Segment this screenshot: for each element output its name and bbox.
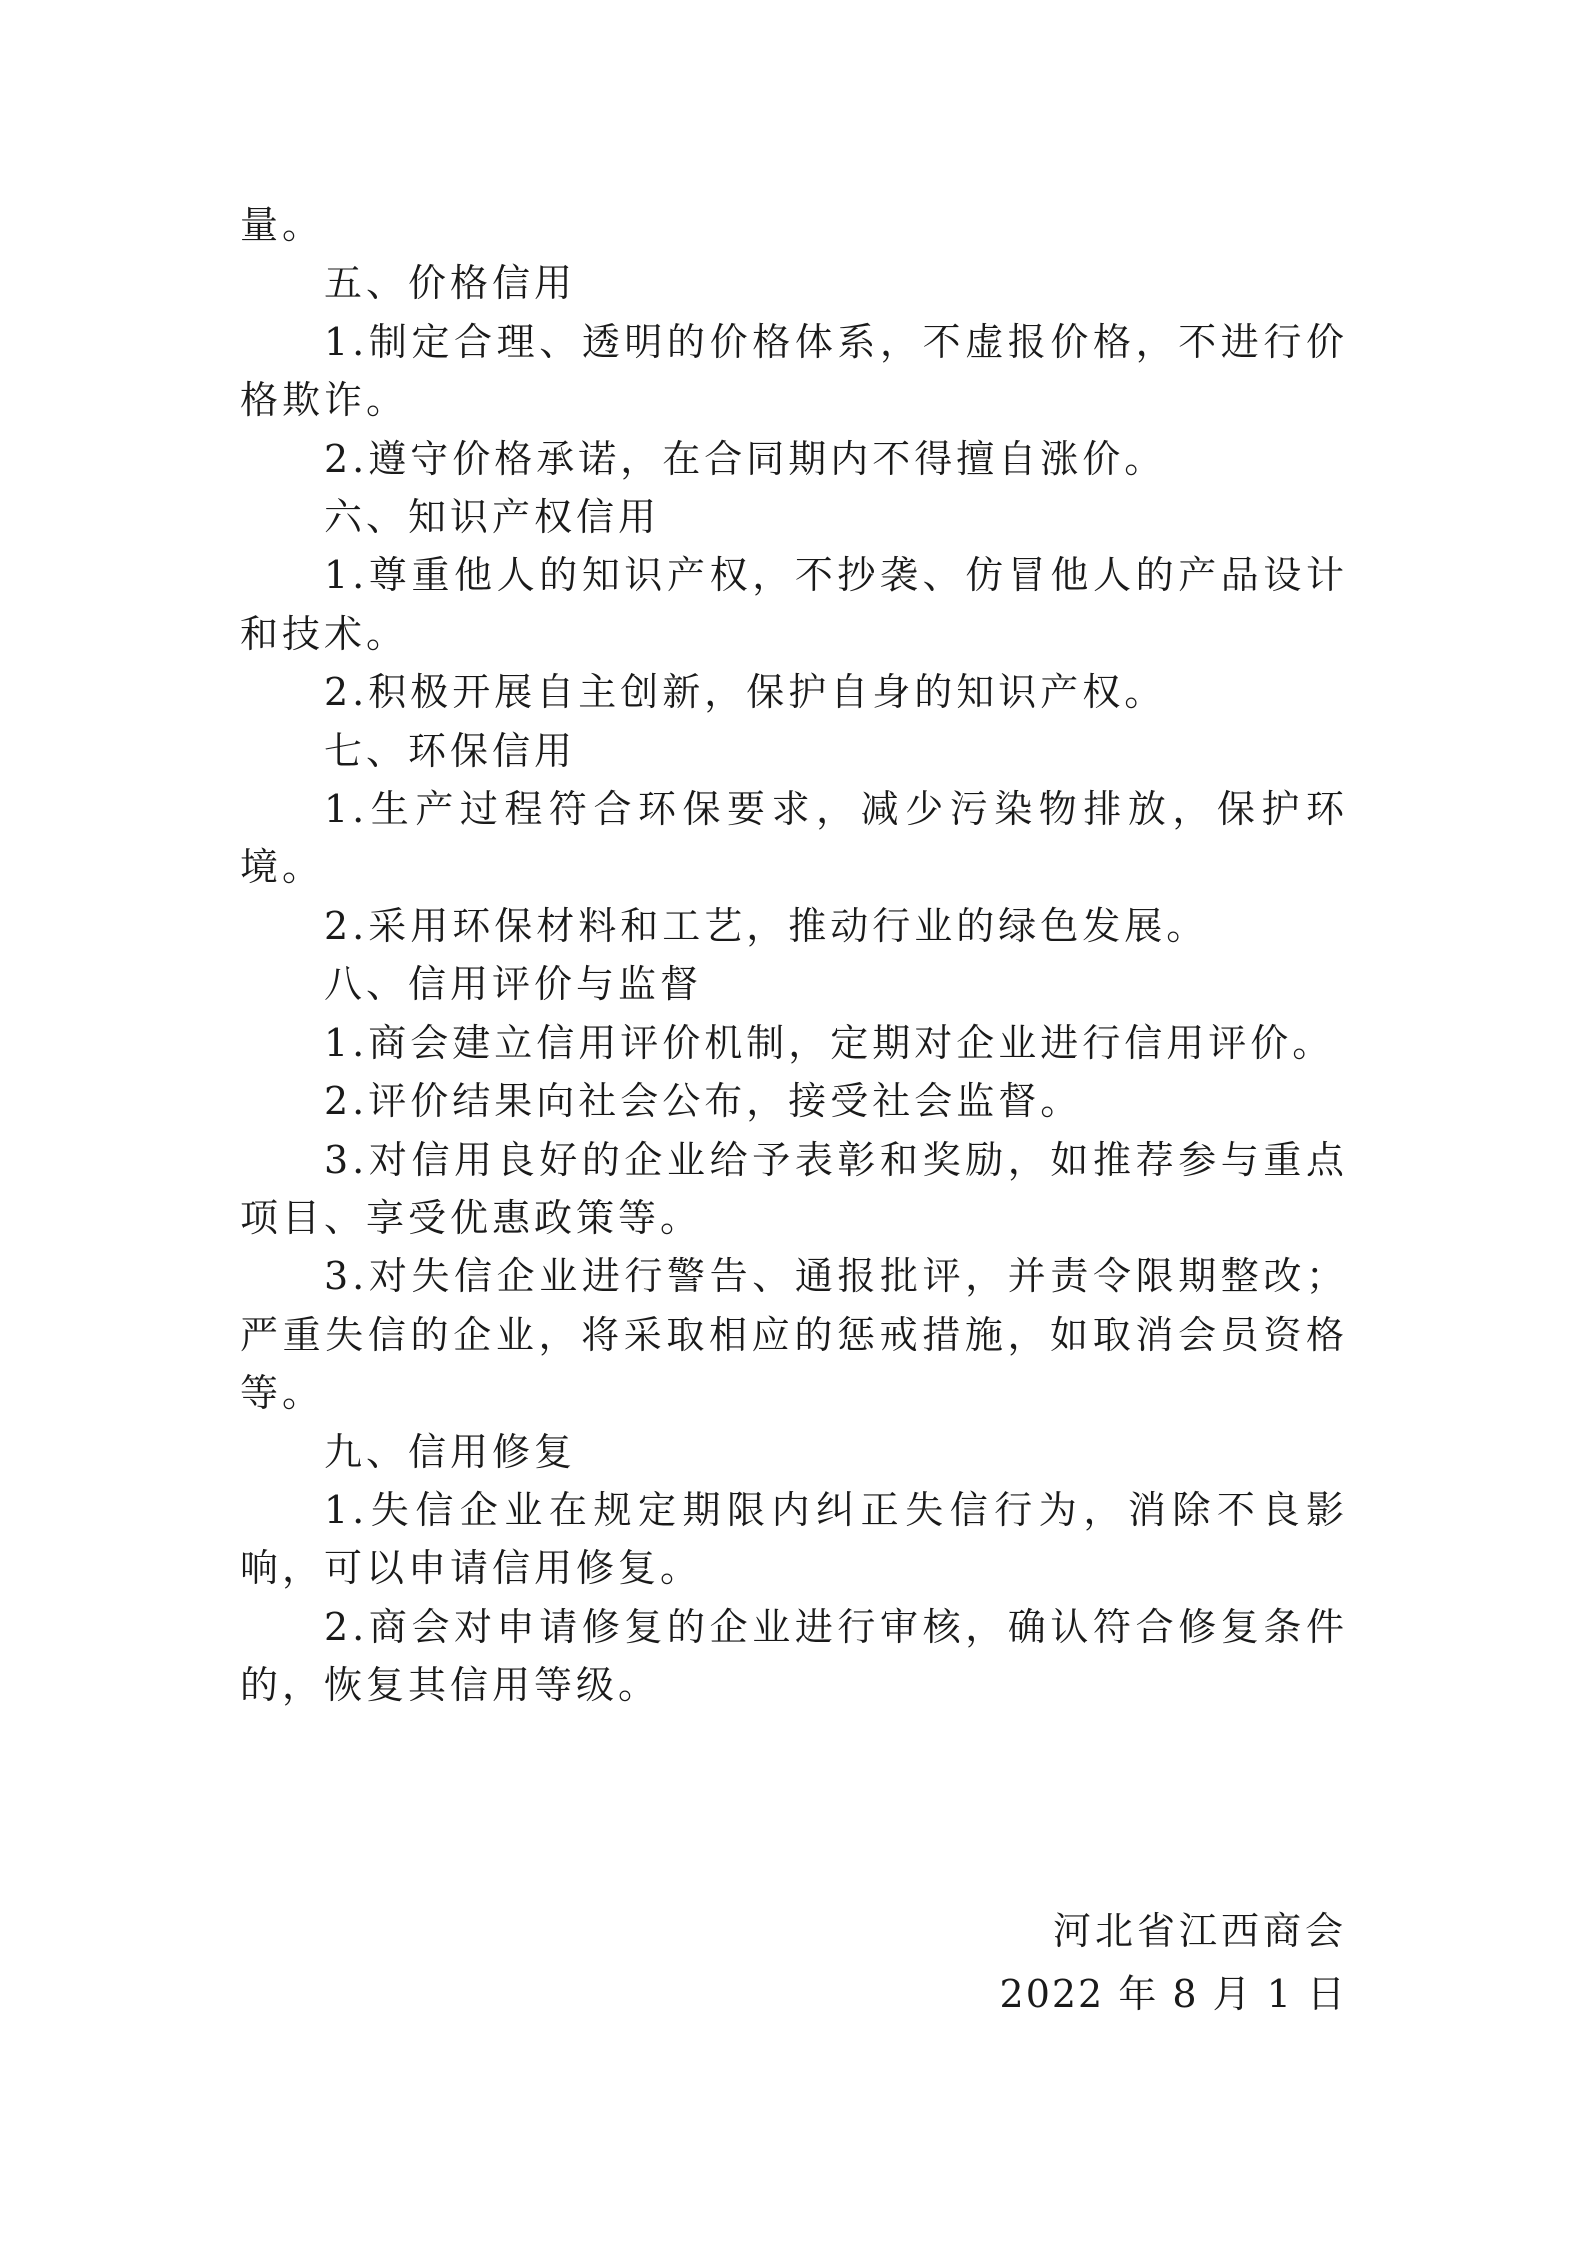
paragraph: 2.评价结果向社会公布，接受社会监督。 [324, 1079, 1083, 1124]
paragraph: 2.采用环保材料和工艺，推动行业的绿色发展。 [324, 903, 1209, 948]
signature-date: 2022 年 8 月 1 日 [999, 1972, 1347, 2016]
paragraph: 2.积极开展自主创新，保护自身的知识产权。 [324, 670, 1167, 715]
paragraph: 1.商会建立信用评价机制，定期对企业进行信用评价。 [324, 1020, 1335, 1065]
paragraph: 2.商会对申请修复的企业进行审核，确认符合修复条件的，恢复其信用等级。 [240, 1604, 1348, 1708]
document-body [240, 196, 1348, 1715]
paragraph: 1.尊重他人的知识产权，不抄袭、仿冒他人的产品设计和技术。 [240, 553, 1348, 656]
section-heading-credit-evaluation: 八、信用评价与监督 [324, 962, 703, 1007]
signature-block [1000, 1900, 1347, 2026]
section-heading-environment-credit: 七、环保信用 [324, 728, 577, 773]
paragraph: 1.失信企业在规定期限内纠正失信行为，消除不良影响，可以申请信用修复。 [240, 1487, 1348, 1591]
paragraph: 3.对信用良好的企业给予表彰和奖励，如推荐参与重点项目、享受优惠政策等。 [240, 1137, 1348, 1240]
paragraph-continuation: 量。 [240, 203, 325, 247]
paragraph: 2.遵守价格承诺，在合同期内不得擅自涨价。 [324, 436, 1167, 481]
signature-organization: 河北省江西商会 [1052, 1909, 1347, 1953]
paragraph: 1.制定合理、透明的价格体系，不虚报价格，不进行价格欺诈。 [240, 319, 1348, 423]
paragraph: 1.生产过程符合环保要求，减少污染物排放，保护环境。 [240, 787, 1348, 890]
section-heading-price-credit: 五、价格信用 [324, 261, 577, 306]
section-heading-ip-credit: 六、知识产权信用 [324, 495, 661, 540]
paragraph: 3.对失信企业进行警告、通报批评，并责令限期整改；严重失信的企业，将采取相应的惩戒措施，如取消会员资格等。 [240, 1254, 1348, 1416]
section-heading-credit-repair: 九、信用修复 [324, 1429, 577, 1474]
